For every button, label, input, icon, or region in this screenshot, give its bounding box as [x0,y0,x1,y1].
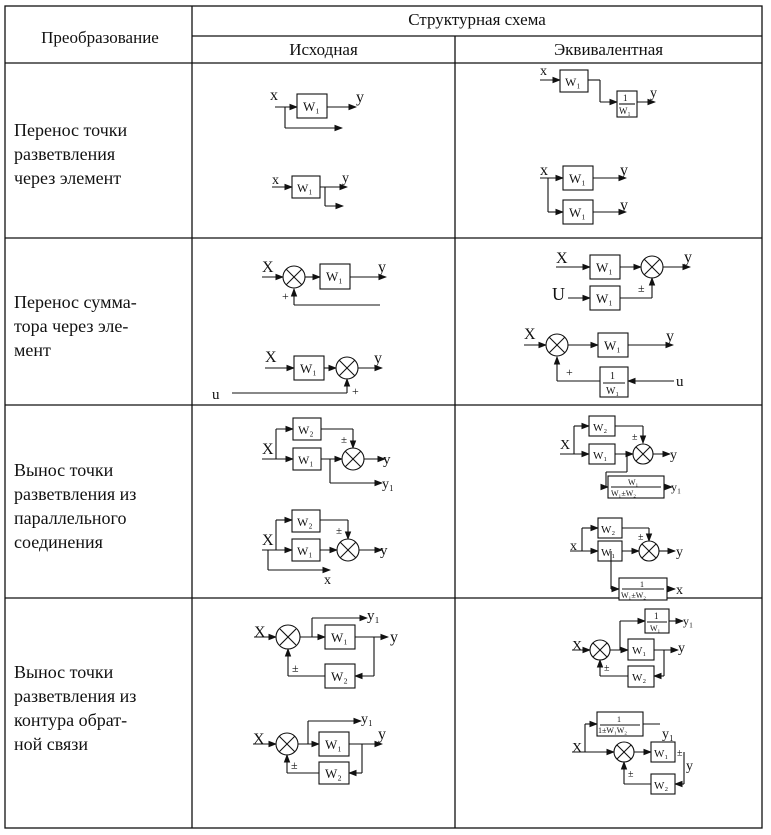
svg-text:W₁: W₁ [596,291,613,306]
svg-text:X: X [556,250,568,267]
svg-text:x: x [676,583,683,598]
svg-text:x: x [540,162,548,179]
svg-text:u: u [676,374,684,390]
svg-text:W₁: W₁ [297,181,313,195]
svg-text:±: ± [638,281,645,295]
row3-equivalent-diagram-b [570,518,683,600]
row-label-4: Вынос точки разветвления из контура обрат- ной связи [14,662,137,754]
svg-text:W₂: W₂ [297,515,313,529]
svg-text:W₁: W₁ [632,645,647,657]
svg-text:W₁: W₁ [619,106,631,116]
svg-text:W₁: W₁ [650,624,661,633]
svg-text:W₁: W₁ [569,205,586,220]
svg-text:y: y [684,249,692,266]
svg-text:X: X [253,731,265,748]
input-x: x [270,87,278,104]
svg-text:x: x [540,64,547,79]
row1-original-diagram-a [270,87,364,128]
svg-text:y₁: y₁ [382,477,394,492]
svg-text:W₁: W₁ [601,547,616,559]
svg-text:y: y [686,759,693,774]
svg-text:1: 1 [654,611,659,621]
header-equivalent: Эквивалентная [553,40,664,59]
svg-text:y: y [620,197,628,214]
svg-text:X: X [572,639,583,654]
svg-text:y: y [620,162,628,179]
output-y: y [356,89,364,106]
svg-text:±: ± [677,748,683,759]
svg-text:W₁: W₁ [593,450,608,462]
svg-text:y: y [374,350,382,367]
svg-text:x: x [570,539,577,554]
svg-text:W₁: W₁ [628,478,639,487]
svg-text:y₁: y₁ [683,614,694,628]
row-label-2: Перенос сумма- тора через эле- мент [14,292,137,360]
row4-original-diagram-a [254,608,398,688]
svg-text:W₂: W₂ [654,780,669,792]
row3-original-diagram-a [262,418,394,492]
svg-text:y: y [670,448,677,463]
svg-text:X: X [262,441,274,458]
svg-text:y: y [342,171,349,186]
svg-text:±: ± [292,661,299,675]
row1-original-diagram-b [272,171,349,206]
header-transform: Преобразование [41,28,159,47]
row3-equivalent-diagram-a [560,416,681,498]
svg-text:W₂: W₂ [632,672,647,684]
svg-text:±: ± [628,769,634,780]
svg-text:W₁: W₁ [606,386,619,397]
svg-text:x: x [324,573,331,588]
row4-equivalent-diagram-b [572,712,693,794]
svg-text:W₁: W₁ [331,630,348,645]
svg-text:W₁: W₁ [325,737,342,752]
svg-text:W₁: W₁ [569,171,586,186]
svg-text:1: 1 [640,580,644,589]
svg-text:W₂: W₂ [601,524,616,536]
svg-text:u: u [212,387,220,403]
svg-text:±: ± [336,525,343,537]
svg-text:y₁: y₁ [361,712,373,727]
svg-text:W₁: W₁ [326,269,343,284]
svg-text:X: X [265,349,277,366]
svg-text:1±W₁W₂: 1±W₁W₂ [598,726,628,735]
svg-text:+: + [566,365,573,379]
svg-text:X: X [524,326,536,343]
row2-original-diagram-a [262,259,386,305]
svg-text:W₁: W₁ [604,338,621,353]
svg-text:y: y [378,259,386,276]
svg-text:y: y [380,543,388,559]
svg-text:y₁: y₁ [367,608,380,624]
svg-text:W₁: W₁ [300,361,317,376]
svg-text:W₁: W₁ [596,260,613,275]
row1-equivalent-diagram-a [540,64,657,117]
row3-original-diagram-b [262,510,388,588]
svg-text:±: ± [632,432,638,443]
svg-text:±: ± [604,663,610,674]
svg-text:y: y [383,452,391,468]
row1-equivalent-diagram-b [540,162,628,224]
svg-text:y: y [678,641,685,656]
row4-original-diagram-b [253,712,386,784]
svg-text:W₁: W₁ [297,544,313,558]
svg-text:W₂: W₂ [325,766,342,781]
header-original: Исходная [289,40,358,59]
row-label-3: Вынос точки разветвления из параллельного соединения [14,460,137,552]
svg-text:W₁: W₁ [565,75,581,89]
svg-text:y: y [378,726,386,743]
svg-text:y: y [666,328,674,345]
svg-text:1: 1 [610,371,615,382]
svg-text:y: y [676,545,683,560]
svg-text:1: 1 [617,715,621,724]
svg-text:y: y [650,86,657,101]
svg-text:U: U [552,284,565,304]
svg-text:X: X [572,741,583,756]
svg-text:W₁: W₁ [654,748,669,760]
row-label-1: Перенос точки разветвления через элемент [14,120,128,188]
svg-text:±: ± [291,758,298,772]
svg-text:X: X [560,438,571,453]
svg-text:1: 1 [623,93,628,103]
svg-text:W₂: W₂ [331,669,348,684]
svg-text:+: + [282,289,289,303]
svg-text:±: ± [638,532,644,543]
svg-text:x: x [272,173,279,188]
svg-text:W₂: W₂ [298,423,314,437]
svg-text:W₂: W₂ [593,422,608,434]
row2-equivalent-diagram-b [524,326,684,397]
svg-text:y₁: y₁ [662,727,674,742]
row2-equivalent-diagram-a [552,249,692,310]
svg-text:X: X [262,532,274,549]
svg-text:W₁±W₂: W₁±W₂ [611,489,637,498]
svg-text:X: X [262,259,274,276]
svg-text:y: y [390,629,398,646]
svg-text:W₁: W₁ [303,99,320,114]
svg-text:W₁: W₁ [298,453,314,467]
svg-text:±: ± [341,434,348,446]
svg-text:y₁: y₁ [671,480,682,494]
row4-equivalent-diagram-a [572,609,693,687]
svg-text:W₁±W₂: W₁±W₂ [621,591,647,600]
row2-original-diagram-b [212,349,382,403]
svg-text:X: X [254,624,266,641]
header-scheme: Структурная схема [408,10,546,29]
svg-text:+: + [352,384,359,398]
